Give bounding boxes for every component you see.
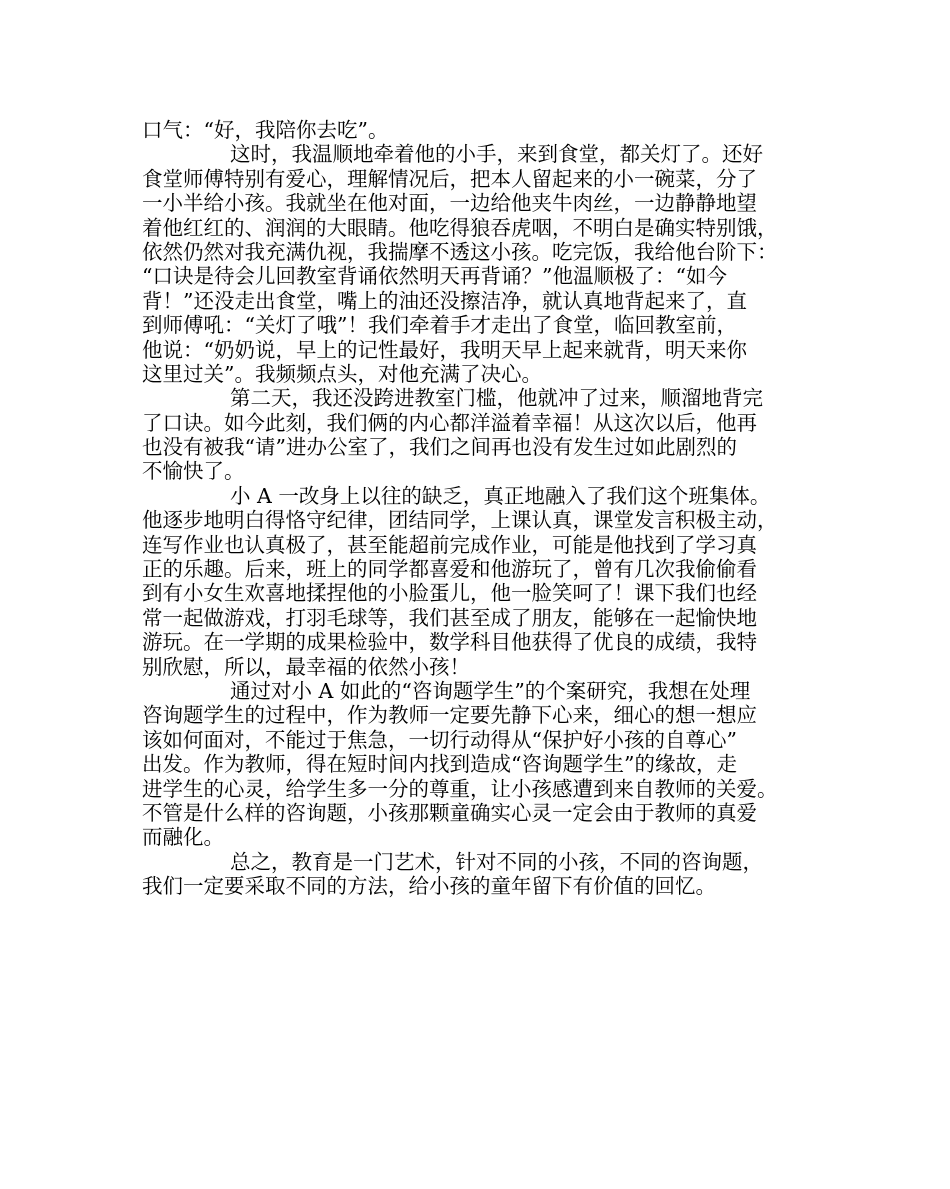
text-line: 总之，教育是一门艺术，针对不同的小孩，不同的咨询题， [230,849,763,874]
paragraph [142,484,812,679]
text-line: 咨询题学生的过程中，作为教师一定要先静下心来，细心的想一想应 [142,703,757,728]
text-line: 不管是什么样的咨询题，小孩那颗童确实心灵一定会由于教师的真爱 [142,800,757,825]
paragraph [142,850,812,899]
text-line: 依然仍然对我充满仇视，我揣摩不透这小孩。吃完饭，我给他台阶下： [142,239,778,264]
text-line: 一小半给小孩。我就坐在他对面，一边给他夹牛肉丝，一边静静地望 [142,191,757,216]
text-line: 我们一定要采取不同的方法，给小孩的童年留下有价值的回忆。 [142,874,716,899]
text-line: 出发。作为教师，得在短时间内找到造成“咨询题学生”的缘故，走 [142,752,737,777]
text-line: 该如何面对，不能过于焦急，一切行动得从“保护好小孩的自尊心” [142,727,737,752]
text-line: 这里过关”。我频频点头，对他充满了决心。 [142,361,542,386]
text-line: 他说：“奶奶说，早上的记性最好，我明天早上起来就背，明天来你 [142,337,747,362]
text-line: 通过对小 A 如此的“咨询题学生”的个案研究，我想在处理 [230,678,751,703]
paragraph [142,679,812,850]
text-line: 游玩。在一学期的成果检验中，数学科目他获得了优良的成绩，我特 [142,630,757,655]
text-line: 小 A 一改身上以往的缺乏，真正地融入了我们这个班集体。 [230,483,771,508]
text-line: 口气：“好，我陪你去吃”。 [142,118,389,142]
text-line: 别欣慰，所以，最幸福的依然小孩！ [142,654,470,679]
text-line: 第二天，我还没跨进教室门槛，他就冲了过来，顺溜地背完 [230,386,763,411]
text-line: 他逐步地明白得恪守纪律，团结同学，上课认真，课堂发言积极主动， [142,508,778,533]
paragraph [142,142,812,386]
text-line: 到师傅吼：“关灯了哦”！我们牵着手才走出了食堂，临回教室前， [142,313,737,338]
text-line: 这时，我温顺地牵着他的小手，来到食堂，都关灯了。还好 [230,142,763,167]
text-line: 也没有被我“请”进办公室了，我们之间再也没有发生过如此剧烈的 [142,435,737,460]
text-line: 食堂师傅特别有爱心，理解情况后，把本人留起来的小一碗菜，分了 [142,166,757,191]
text-line: 不愉快了。 [142,459,245,484]
text-line: 进学生的心灵，给学生多一分的尊重，让小孩感遭到来自教师的关爱。 [142,776,778,801]
text-line: 了口诀。如今此刻，我们俩的内心都洋溢着幸福！从这次以后，他再 [142,410,757,435]
paragraph [142,386,812,484]
text-line: 着他红红的、润润的大眼睛。他吃得狼吞虎咽，不明白是确实特别饿， [142,215,778,240]
text-line: 正的乐趣。后来，班上的同学都喜爱和他游玩了，曾有几次我偷偷看 [142,557,757,582]
text-line: 常一起做游戏，打羽毛球等，我们甚至成了朋友，能够在一起愉快地 [142,605,757,630]
text-line: “口诀是待会儿回教室背诵依然明天再背诵？”他温顺极了：“如今 [142,264,727,289]
text-line: 到有小女生欢喜地揉捏他的小脸蛋儿，他一脸笑呵了！课下我们也经 [142,581,757,606]
body-text [142,118,812,899]
text-line: 连写作业也认真极了，甚至能超前完成作业，可能是他找到了学习真 [142,532,757,557]
paragraph [142,118,812,142]
text-line: 背！”还没走出食堂，嘴上的油还没擦洁净，就认真地背起来了，直 [142,288,747,313]
text-line: 而融化。 [142,825,224,850]
